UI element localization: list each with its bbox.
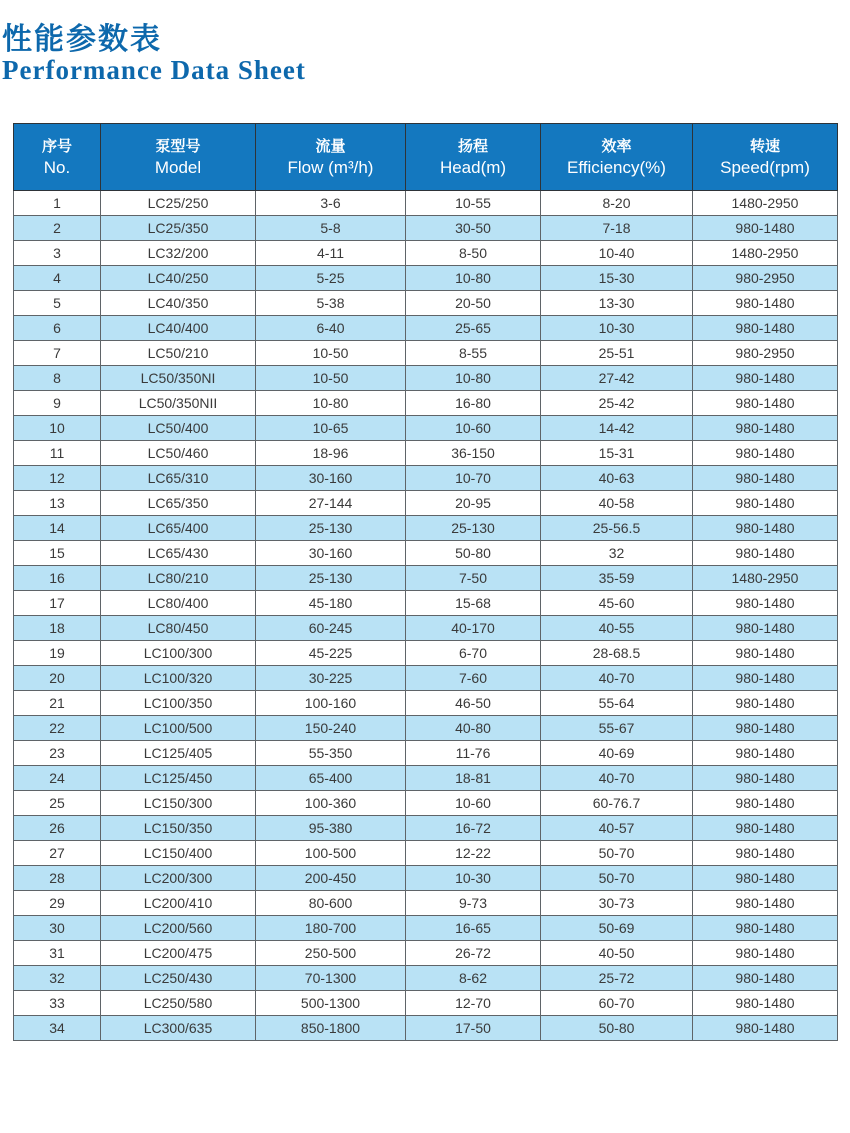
table-row [14, 516, 838, 541]
table-cell: 17 [14, 591, 101, 616]
table-cell: 980-1480 [693, 1016, 838, 1041]
table-cell: 11 [14, 441, 101, 466]
table-cell: 980-1480 [693, 441, 838, 466]
table-cell: 980-1480 [693, 866, 838, 891]
table-cell: LC40/400 [101, 316, 256, 341]
table-row [14, 266, 838, 291]
table-cell: 25-56.5 [541, 516, 693, 541]
table-cell: 17-50 [406, 1016, 541, 1041]
table-cell: 980-1480 [693, 916, 838, 941]
table-cell: LC50/350NI [101, 366, 256, 391]
table-cell: 25-130 [406, 516, 541, 541]
table-cell: LC25/350 [101, 216, 256, 241]
table-cell: 2 [14, 216, 101, 241]
table-cell: LC125/405 [101, 741, 256, 766]
table-cell: 5 [14, 291, 101, 316]
table-cell: 55-350 [256, 741, 406, 766]
table-cell: 150-240 [256, 716, 406, 741]
table-cell: 980-1480 [693, 716, 838, 741]
column-header-flow [256, 124, 406, 191]
table-cell: 25-51 [541, 341, 693, 366]
table-cell: 28 [14, 866, 101, 891]
column-header-flow-en: Flow (m³/h) [287, 158, 374, 177]
table-cell: 980-1480 [693, 816, 838, 841]
table-cell: 8 [14, 366, 101, 391]
table-cell: LC250/430 [101, 966, 256, 991]
table-cell: 980-2950 [693, 341, 838, 366]
table-row [14, 391, 838, 416]
table-cell: 6 [14, 316, 101, 341]
table-cell: 45-225 [256, 641, 406, 666]
table-cell: 33 [14, 991, 101, 1016]
table-cell: LC100/300 [101, 641, 256, 666]
table-cell: 1480-2950 [693, 241, 838, 266]
table-cell: 40-70 [541, 766, 693, 791]
table-cell: 9 [14, 391, 101, 416]
table-cell: LC250/580 [101, 991, 256, 1016]
table-row [14, 791, 838, 816]
table-row [14, 416, 838, 441]
table-cell: 9-73 [406, 891, 541, 916]
table-cell: 8-50 [406, 241, 541, 266]
table-row [14, 1016, 838, 1041]
table-cell: LC25/250 [101, 191, 256, 216]
table-cell: 7-60 [406, 666, 541, 691]
table-cell: 5-8 [256, 216, 406, 241]
table-cell: 50-70 [541, 841, 693, 866]
table-row [14, 941, 838, 966]
table-cell: 980-1480 [693, 216, 838, 241]
table-cell: 34 [14, 1016, 101, 1041]
table-cell: 5-38 [256, 291, 406, 316]
table-cell: 95-380 [256, 816, 406, 841]
table-cell: 25 [14, 791, 101, 816]
table-cell: 14 [14, 516, 101, 541]
table-cell: 30-50 [406, 216, 541, 241]
table-row [14, 241, 838, 266]
table-cell: LC150/400 [101, 841, 256, 866]
table-cell: 980-1480 [693, 466, 838, 491]
table-cell: 30 [14, 916, 101, 941]
column-header-efficiency [541, 124, 693, 191]
table-cell: 16-72 [406, 816, 541, 841]
table-cell: 10-60 [406, 791, 541, 816]
table-cell: LC65/430 [101, 541, 256, 566]
table-cell: 25-42 [541, 391, 693, 416]
table-cell: 55-64 [541, 691, 693, 716]
column-header-model [101, 124, 256, 191]
table-cell: 10-50 [256, 341, 406, 366]
table-row [14, 341, 838, 366]
table-cell: 1480-2950 [693, 566, 838, 591]
table-cell: 46-50 [406, 691, 541, 716]
table-cell: 1480-2950 [693, 191, 838, 216]
table-row [14, 741, 838, 766]
page-title-english: Performance Data Sheet [2, 55, 306, 85]
table-cell: 10-55 [406, 191, 541, 216]
table-cell: 16-65 [406, 916, 541, 941]
table-row [14, 291, 838, 316]
table-cell: LC100/500 [101, 716, 256, 741]
table-cell: 980-1480 [693, 366, 838, 391]
table-cell: 15-30 [541, 266, 693, 291]
table-cell: LC32/200 [101, 241, 256, 266]
table-cell: 12-22 [406, 841, 541, 866]
table-cell: LC150/350 [101, 816, 256, 841]
table-cell: 980-1480 [693, 391, 838, 416]
table-cell: 7-18 [541, 216, 693, 241]
table-cell: 980-1480 [693, 491, 838, 516]
table-cell: 26 [14, 816, 101, 841]
column-header-speed [693, 124, 838, 191]
page-title-chinese: 性能参数表 [2, 22, 162, 57]
table-cell: 8-55 [406, 341, 541, 366]
column-header-efficiency-en: Efficiency(%) [567, 158, 666, 177]
table-cell: 1 [14, 191, 101, 216]
table-cell: 19 [14, 641, 101, 666]
column-header-efficiency-zh: 效率 [601, 137, 632, 155]
table-row [14, 566, 838, 591]
table-cell: 27-42 [541, 366, 693, 391]
column-header-no [14, 124, 101, 191]
table-cell: 3 [14, 241, 101, 266]
table-cell: 20-95 [406, 491, 541, 516]
table-row [14, 691, 838, 716]
table-cell: 31 [14, 941, 101, 966]
table-row [14, 816, 838, 841]
table-cell: 980-1480 [693, 541, 838, 566]
table-body [14, 191, 838, 1041]
table-cell: 26-72 [406, 941, 541, 966]
table-cell: 40-70 [541, 666, 693, 691]
table-cell: 980-1480 [693, 591, 838, 616]
table-cell: 980-1480 [693, 791, 838, 816]
column-header-speed-en: Speed(rpm) [720, 158, 810, 177]
table-cell: 16 [14, 566, 101, 591]
table-cell: 28-68.5 [541, 641, 693, 666]
table-cell: 30-160 [256, 541, 406, 566]
column-header-head-zh: 扬程 [457, 137, 488, 155]
table-cell: 10-30 [541, 316, 693, 341]
performance-data-table [13, 123, 838, 1041]
table-cell: LC50/350NII [101, 391, 256, 416]
table-cell: 45-180 [256, 591, 406, 616]
table-cell: 8-62 [406, 966, 541, 991]
table-cell: 100-160 [256, 691, 406, 716]
table-cell: 24 [14, 766, 101, 791]
table-cell: 13 [14, 491, 101, 516]
table-cell: 40-57 [541, 816, 693, 841]
table-cell: 25-65 [406, 316, 541, 341]
table-cell: LC65/350 [101, 491, 256, 516]
table-cell: 12 [14, 466, 101, 491]
table-row [14, 916, 838, 941]
table-cell: 6-70 [406, 641, 541, 666]
table-cell: LC125/450 [101, 766, 256, 791]
table-row [14, 491, 838, 516]
table-cell: 10-65 [256, 416, 406, 441]
table-row [14, 841, 838, 866]
column-header-flow-zh: 流量 [315, 137, 346, 155]
table-cell: 55-67 [541, 716, 693, 741]
table-cell: LC80/400 [101, 591, 256, 616]
table-cell: LC50/210 [101, 341, 256, 366]
table-cell: 980-1480 [693, 766, 838, 791]
table-cell: 4 [14, 266, 101, 291]
table-cell: 10-80 [406, 266, 541, 291]
table-cell: 980-1480 [693, 991, 838, 1016]
table-cell: 180-700 [256, 916, 406, 941]
table-cell: LC50/460 [101, 441, 256, 466]
table-cell: 25-130 [256, 566, 406, 591]
table-cell: 980-1480 [693, 316, 838, 341]
table-cell: 80-600 [256, 891, 406, 916]
table-cell: 980-2950 [693, 266, 838, 291]
table-cell: 23 [14, 741, 101, 766]
table-cell: 850-1800 [256, 1016, 406, 1041]
table-cell: 500-1300 [256, 991, 406, 1016]
table-cell: LC40/250 [101, 266, 256, 291]
table-cell: 5-25 [256, 266, 406, 291]
table-cell: 21 [14, 691, 101, 716]
table-cell: LC65/400 [101, 516, 256, 541]
column-header-model-zh: 泵型号 [155, 137, 201, 155]
table-cell: 22 [14, 716, 101, 741]
table-row [14, 666, 838, 691]
table-cell: 40-50 [541, 941, 693, 966]
column-header-model-en: Model [154, 158, 202, 177]
table-cell: 18-96 [256, 441, 406, 466]
table-cell: 30-225 [256, 666, 406, 691]
table-cell: 16-80 [406, 391, 541, 416]
table-cell: LC200/410 [101, 891, 256, 916]
column-header-no-zh: 序号 [41, 137, 72, 155]
table-row [14, 891, 838, 916]
table-cell: 40-170 [406, 616, 541, 641]
table-cell: LC80/450 [101, 616, 256, 641]
table-cell: 70-1300 [256, 966, 406, 991]
table-cell: 4-11 [256, 241, 406, 266]
table-cell: 60-70 [541, 991, 693, 1016]
table-cell: 40-55 [541, 616, 693, 641]
table-cell: 250-500 [256, 941, 406, 966]
table-cell: 3-6 [256, 191, 406, 216]
table-cell: 980-1480 [693, 641, 838, 666]
table-cell: 980-1480 [693, 416, 838, 441]
table-cell: 10-80 [256, 391, 406, 416]
table-row [14, 991, 838, 1016]
table-cell: LC100/350 [101, 691, 256, 716]
table-cell: 40-63 [541, 466, 693, 491]
table-cell: 11-76 [406, 741, 541, 766]
table-cell: LC40/350 [101, 291, 256, 316]
table-cell: 65-400 [256, 766, 406, 791]
table-cell: LC65/310 [101, 466, 256, 491]
table-cell: 36-150 [406, 441, 541, 466]
table-cell: 32 [14, 966, 101, 991]
table-cell: 60-245 [256, 616, 406, 641]
table-cell: 10-30 [406, 866, 541, 891]
table-cell: 980-1480 [693, 841, 838, 866]
table-cell: 980-1480 [693, 616, 838, 641]
table-row [14, 191, 838, 216]
table-cell: 40-58 [541, 491, 693, 516]
table-row [14, 641, 838, 666]
table-row [14, 466, 838, 491]
table-cell: 27 [14, 841, 101, 866]
table-cell: 18-81 [406, 766, 541, 791]
table-cell: 30-73 [541, 891, 693, 916]
table-cell: 15 [14, 541, 101, 566]
column-header-no-en: No. [43, 158, 71, 177]
table-cell: 980-1480 [693, 966, 838, 991]
table-cell: 14-42 [541, 416, 693, 441]
table-row [14, 366, 838, 391]
table-cell: 980-1480 [693, 891, 838, 916]
table-cell: 200-450 [256, 866, 406, 891]
table-cell: LC200/560 [101, 916, 256, 941]
table-cell: LC200/300 [101, 866, 256, 891]
table-cell: 8-20 [541, 191, 693, 216]
table-cell: 40-80 [406, 716, 541, 741]
table-cell: 100-360 [256, 791, 406, 816]
table-cell: 30-160 [256, 466, 406, 491]
table-cell: 12-70 [406, 991, 541, 1016]
table-cell: LC300/635 [101, 1016, 256, 1041]
table-row [14, 716, 838, 741]
table-cell: LC80/210 [101, 566, 256, 591]
table-cell: 20 [14, 666, 101, 691]
table-cell: 10-80 [406, 366, 541, 391]
table-cell: 40-69 [541, 741, 693, 766]
table-cell: 29 [14, 891, 101, 916]
table-row [14, 766, 838, 791]
table-cell: LC150/300 [101, 791, 256, 816]
table-cell: 980-1480 [693, 291, 838, 316]
table-cell: 980-1480 [693, 666, 838, 691]
table-cell: LC50/400 [101, 416, 256, 441]
column-header-speed-zh: 转速 [749, 137, 780, 155]
column-header-head [406, 124, 541, 191]
column-header-head-en: Head(m) [439, 158, 507, 177]
table-row [14, 616, 838, 641]
table-cell: 980-1480 [693, 691, 838, 716]
table-cell: 50-80 [406, 541, 541, 566]
table-row [14, 441, 838, 466]
table-row [14, 591, 838, 616]
table-cell: 15-68 [406, 591, 541, 616]
table-cell: 18 [14, 616, 101, 641]
table-row [14, 866, 838, 891]
table-cell: 10-70 [406, 466, 541, 491]
table-cell: 45-60 [541, 591, 693, 616]
table-cell: 10-50 [256, 366, 406, 391]
table-cell: 35-59 [541, 566, 693, 591]
table-cell: 10-40 [541, 241, 693, 266]
table-cell: 980-1480 [693, 941, 838, 966]
table-cell: 10-60 [406, 416, 541, 441]
table-cell: 50-69 [541, 916, 693, 941]
table-cell: 10 [14, 416, 101, 441]
table-header-row [14, 124, 838, 191]
table-cell: 100-500 [256, 841, 406, 866]
table-row [14, 316, 838, 341]
table-cell: 32 [541, 541, 693, 566]
table-cell: 50-80 [541, 1016, 693, 1041]
table-cell: 50-70 [541, 866, 693, 891]
table-cell: 25-130 [256, 516, 406, 541]
table-cell: 20-50 [406, 291, 541, 316]
table-cell: 27-144 [256, 491, 406, 516]
table-cell: 6-40 [256, 316, 406, 341]
table-row [14, 541, 838, 566]
table-cell: LC100/320 [101, 666, 256, 691]
table-cell: 980-1480 [693, 516, 838, 541]
table-cell: LC200/475 [101, 941, 256, 966]
table-cell: 13-30 [541, 291, 693, 316]
table-cell: 7 [14, 341, 101, 366]
table-row [14, 216, 838, 241]
table-cell: 25-72 [541, 966, 693, 991]
table-cell: 7-50 [406, 566, 541, 591]
table-row [14, 966, 838, 991]
table-cell: 60-76.7 [541, 791, 693, 816]
table-cell: 980-1480 [693, 741, 838, 766]
table-cell: 15-31 [541, 441, 693, 466]
